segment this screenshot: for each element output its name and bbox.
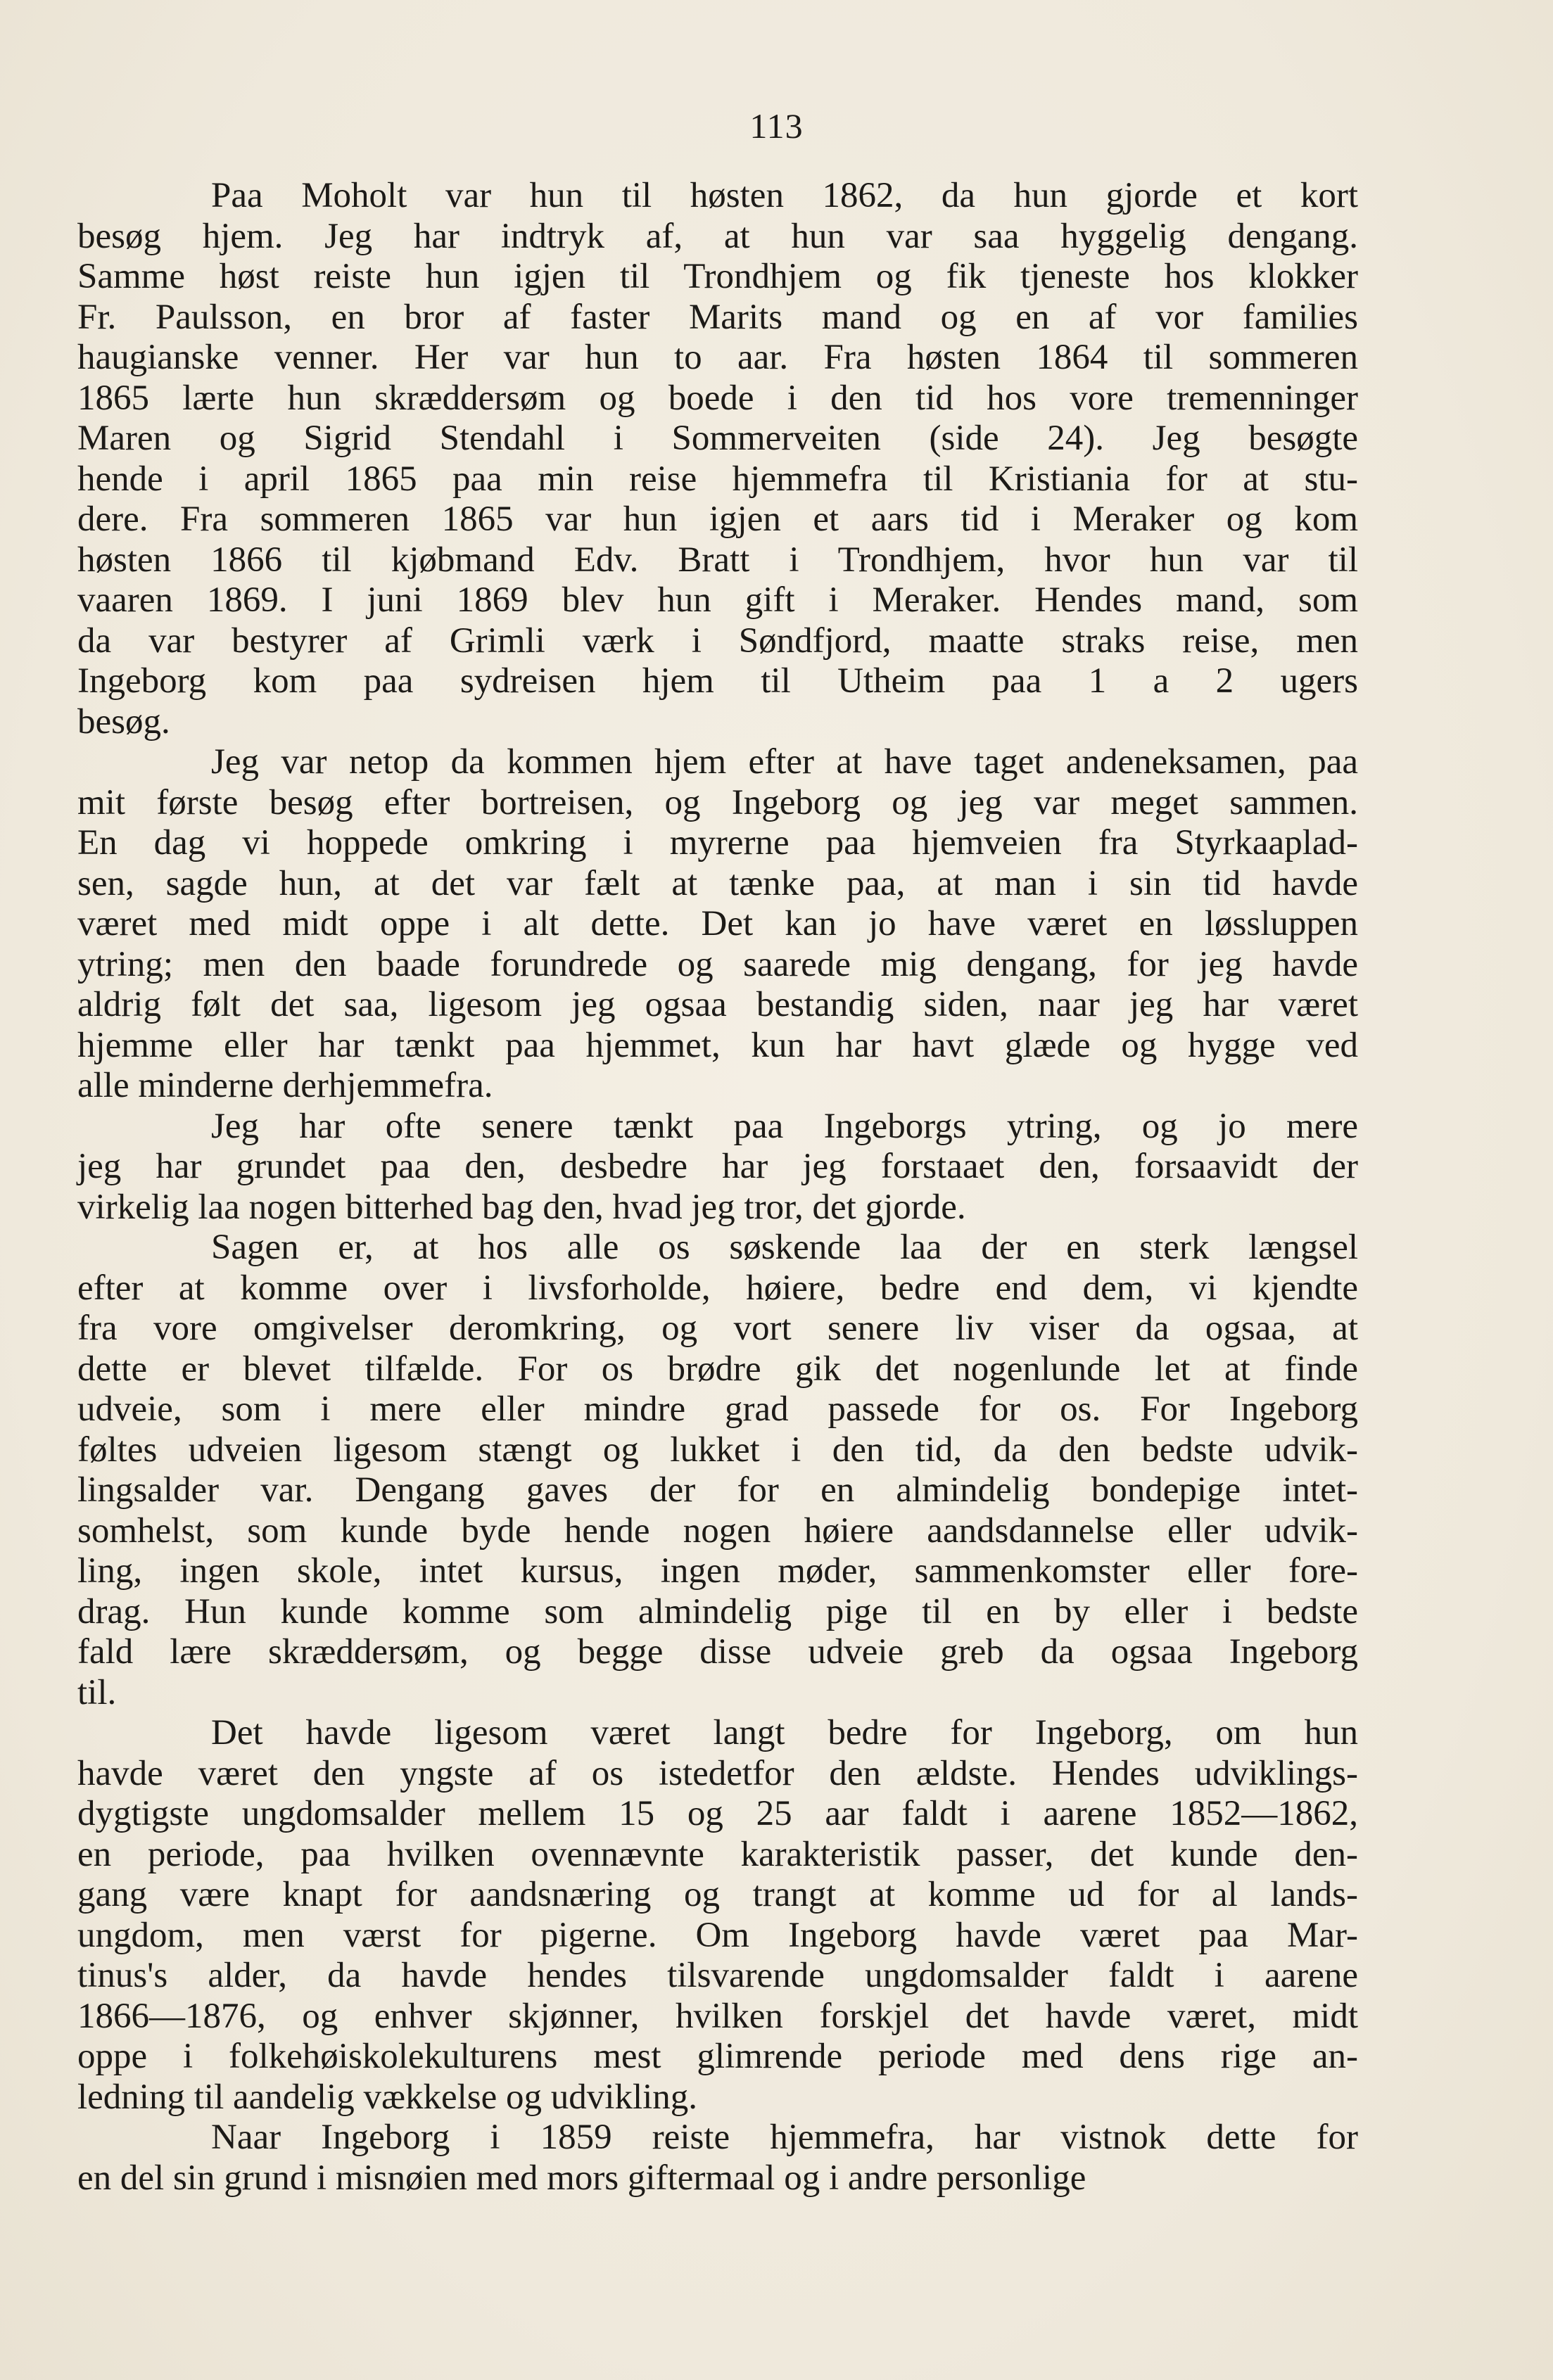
text-line: Maren og Sigrid Stendahl i Sommerveiten (side 24). Jeg besøgte: [77, 419, 1358, 458]
text-line: haugianske venner. Her var hun to aar. Fra høsten 1864 til sommeren: [77, 338, 1358, 377]
paragraph: [77, 176, 1358, 742]
text-line: virkelig laa nogen bitterhed bag den, hvad jeg tror, det gjorde.: [77, 1187, 966, 1227]
text-line: fald lære skræddersøm, og begge disse udveie greb da ogsaa Ingeborg: [77, 1632, 1358, 1672]
text-line: ytring; men den baade forundrede og saarede mig dengang, for jeg havde: [77, 944, 1358, 984]
text-line: vaaren 1869. I juni 1869 blev hun gift i Meraker. Hendes mand, som: [77, 580, 1358, 620]
text-line: jeg har grundet paa den, desbedre har jeg forstaaet den, forsaavidt der: [77, 1147, 1358, 1186]
paragraph: [77, 1713, 1358, 2118]
text-line: ungdom, men værst for pigerne. Om Ingeborg havde været paa Mar-: [77, 1915, 1358, 1955]
text-line: drag. Hun kunde komme som almindelig pige til en by eller i bedste: [77, 1591, 1358, 1631]
text-line: Samme høst reiste hun igjen til Trondhjem og fik tjeneste hos klokker: [77, 257, 1358, 296]
paragraph: [77, 1228, 1358, 1713]
text-line: Jeg har ofte senere tænkt paa Ingeborgs ytring, og jo mere: [211, 1106, 1358, 1146]
text-line: mit første besøg efter bortreisen, og Ingeborg og jeg var meget sammen.: [77, 782, 1358, 822]
text-line: dygtigste ungdomsalder mellem 15 og 25 aar faldt i aarene 1852—1862,: [77, 1794, 1358, 1833]
text-line: dette er blevet tilfælde. For os brødre gik det nogenlunde let at finde: [77, 1349, 1358, 1389]
text-line: Det havde ligesom været langt bedre for Ingeborg, om hun: [211, 1713, 1358, 1752]
text-line: 1866—1876, og enhver skjønner, hvilken forskjel det havde været, midt: [77, 1996, 1358, 2036]
text-line: ling, ingen skole, intet kursus, ingen møder, sammenkomster eller fore-: [77, 1551, 1358, 1591]
text-line: føltes udveien ligesom stængt og lukket i den tid, da den bedste udvik-: [77, 1430, 1358, 1470]
text-line: sen, sagde hun, at det var fælt at tænke paa, at man i sin tid havde: [77, 863, 1358, 903]
paragraph: [77, 1107, 1358, 1228]
text-line: været med midt oppe i alt dette. Det kan jo have været en løssluppen: [77, 904, 1358, 943]
body-text: [77, 176, 1358, 2198]
text-line: tinus's alder, da havde hendes tilsvarende ungdomsalder faldt i aarene: [77, 1956, 1358, 1995]
text-line: til.: [77, 1672, 117, 1712]
text-line: lingsalder var. Dengang gaves der for en almindelig bondepige intet-: [77, 1470, 1358, 1510]
page-number: 113: [749, 106, 804, 146]
paragraph: [77, 2118, 1358, 2198]
text-line: ledning til aandelig vækkelse og udvikling.: [77, 2077, 698, 2117]
text-line: gang være knapt for aandsnæring og trangt at komme ud for al lands-: [77, 1875, 1358, 1914]
text-line: somhelst, som kunde byde hende nogen høiere aandsdannelse eller udvik-: [77, 1510, 1358, 1551]
text-line: besøg hjem. Jeg har indtryk af, at hun var saa hyggelig dengang.: [77, 216, 1358, 256]
text-line: en del sin grund i misnøien med mors giftermaal og i andre personlige: [77, 2158, 1086, 2198]
text-line: da var bestyrer af Grimli værk i Søndfjord, maatte straks reise, men: [77, 621, 1358, 661]
text-line: Sagen er, at hos alle os søskende laa der en sterk længsel: [211, 1228, 1358, 1267]
text-line: Paa Moholt var hun til høsten 1862, da hun gjorde et kort: [211, 176, 1358, 215]
text-line: en periode, paa hvilken ovennævnte karakteristik passer, det kunde den-: [77, 1834, 1358, 1874]
text-line: havde været den yngste af os istedetfor den ældste. Hendes udviklings-: [77, 1753, 1358, 1793]
text-line: Fr. Paulsson, en bror af faster Marits mand og en af vor families: [77, 297, 1358, 337]
text-line: Naar Ingeborg i 1859 reiste hjemmefra, har vistnok dette for: [211, 2118, 1358, 2157]
text-line: alle minderne derhjemmefra.: [77, 1066, 493, 1105]
text-line: hjemme eller har tænkt paa hjemmet, kun har havt glæde og hygge ved: [77, 1025, 1358, 1065]
text-line: oppe i folkehøiskolekulturens mest glimrende periode med dens rige an-: [77, 2037, 1358, 2076]
text-line: hende i april 1865 paa min reise hjemmefra til Kristiania for at stu-: [77, 459, 1358, 499]
text-line: dere. Fra sommeren 1865 var hun igjen et aars tid i Meraker og kom: [77, 499, 1358, 539]
text-line: En dag vi hoppede omkring i myrerne paa hjemveien fra Styrkaaplad-: [77, 823, 1358, 863]
text-line: aldrig følt det saa, ligesom jeg ogsaa bestandig siden, naar jeg har været: [77, 985, 1358, 1024]
text-line: Ingeborg kom paa sydreisen hjem til Utheim paa 1 a 2 ugers: [77, 661, 1358, 701]
text-line: høsten 1866 til kjøbmand Edv. Bratt i Trondhjem, hvor hun var til: [77, 540, 1358, 580]
text-line: Jeg var netop da kommen hjem efter at have taget andeneksamen, paa: [211, 742, 1358, 782]
text-line: besøg.: [77, 701, 170, 742]
text-line: efter at komme over i livsforholde, høiere, bedre end dem, vi kjendte: [77, 1268, 1358, 1308]
paragraph: [77, 742, 1358, 1107]
text-line: 1865 lærte hun skræddersøm og boede i den tid hos vore tremenninger: [77, 378, 1358, 418]
text-line: fra vore omgivelser deromkring, og vort senere liv viser da ogsaa, at: [77, 1309, 1358, 1348]
text-line: udveie, som i mere eller mindre grad passede for os. For Ingeborg: [77, 1389, 1358, 1429]
